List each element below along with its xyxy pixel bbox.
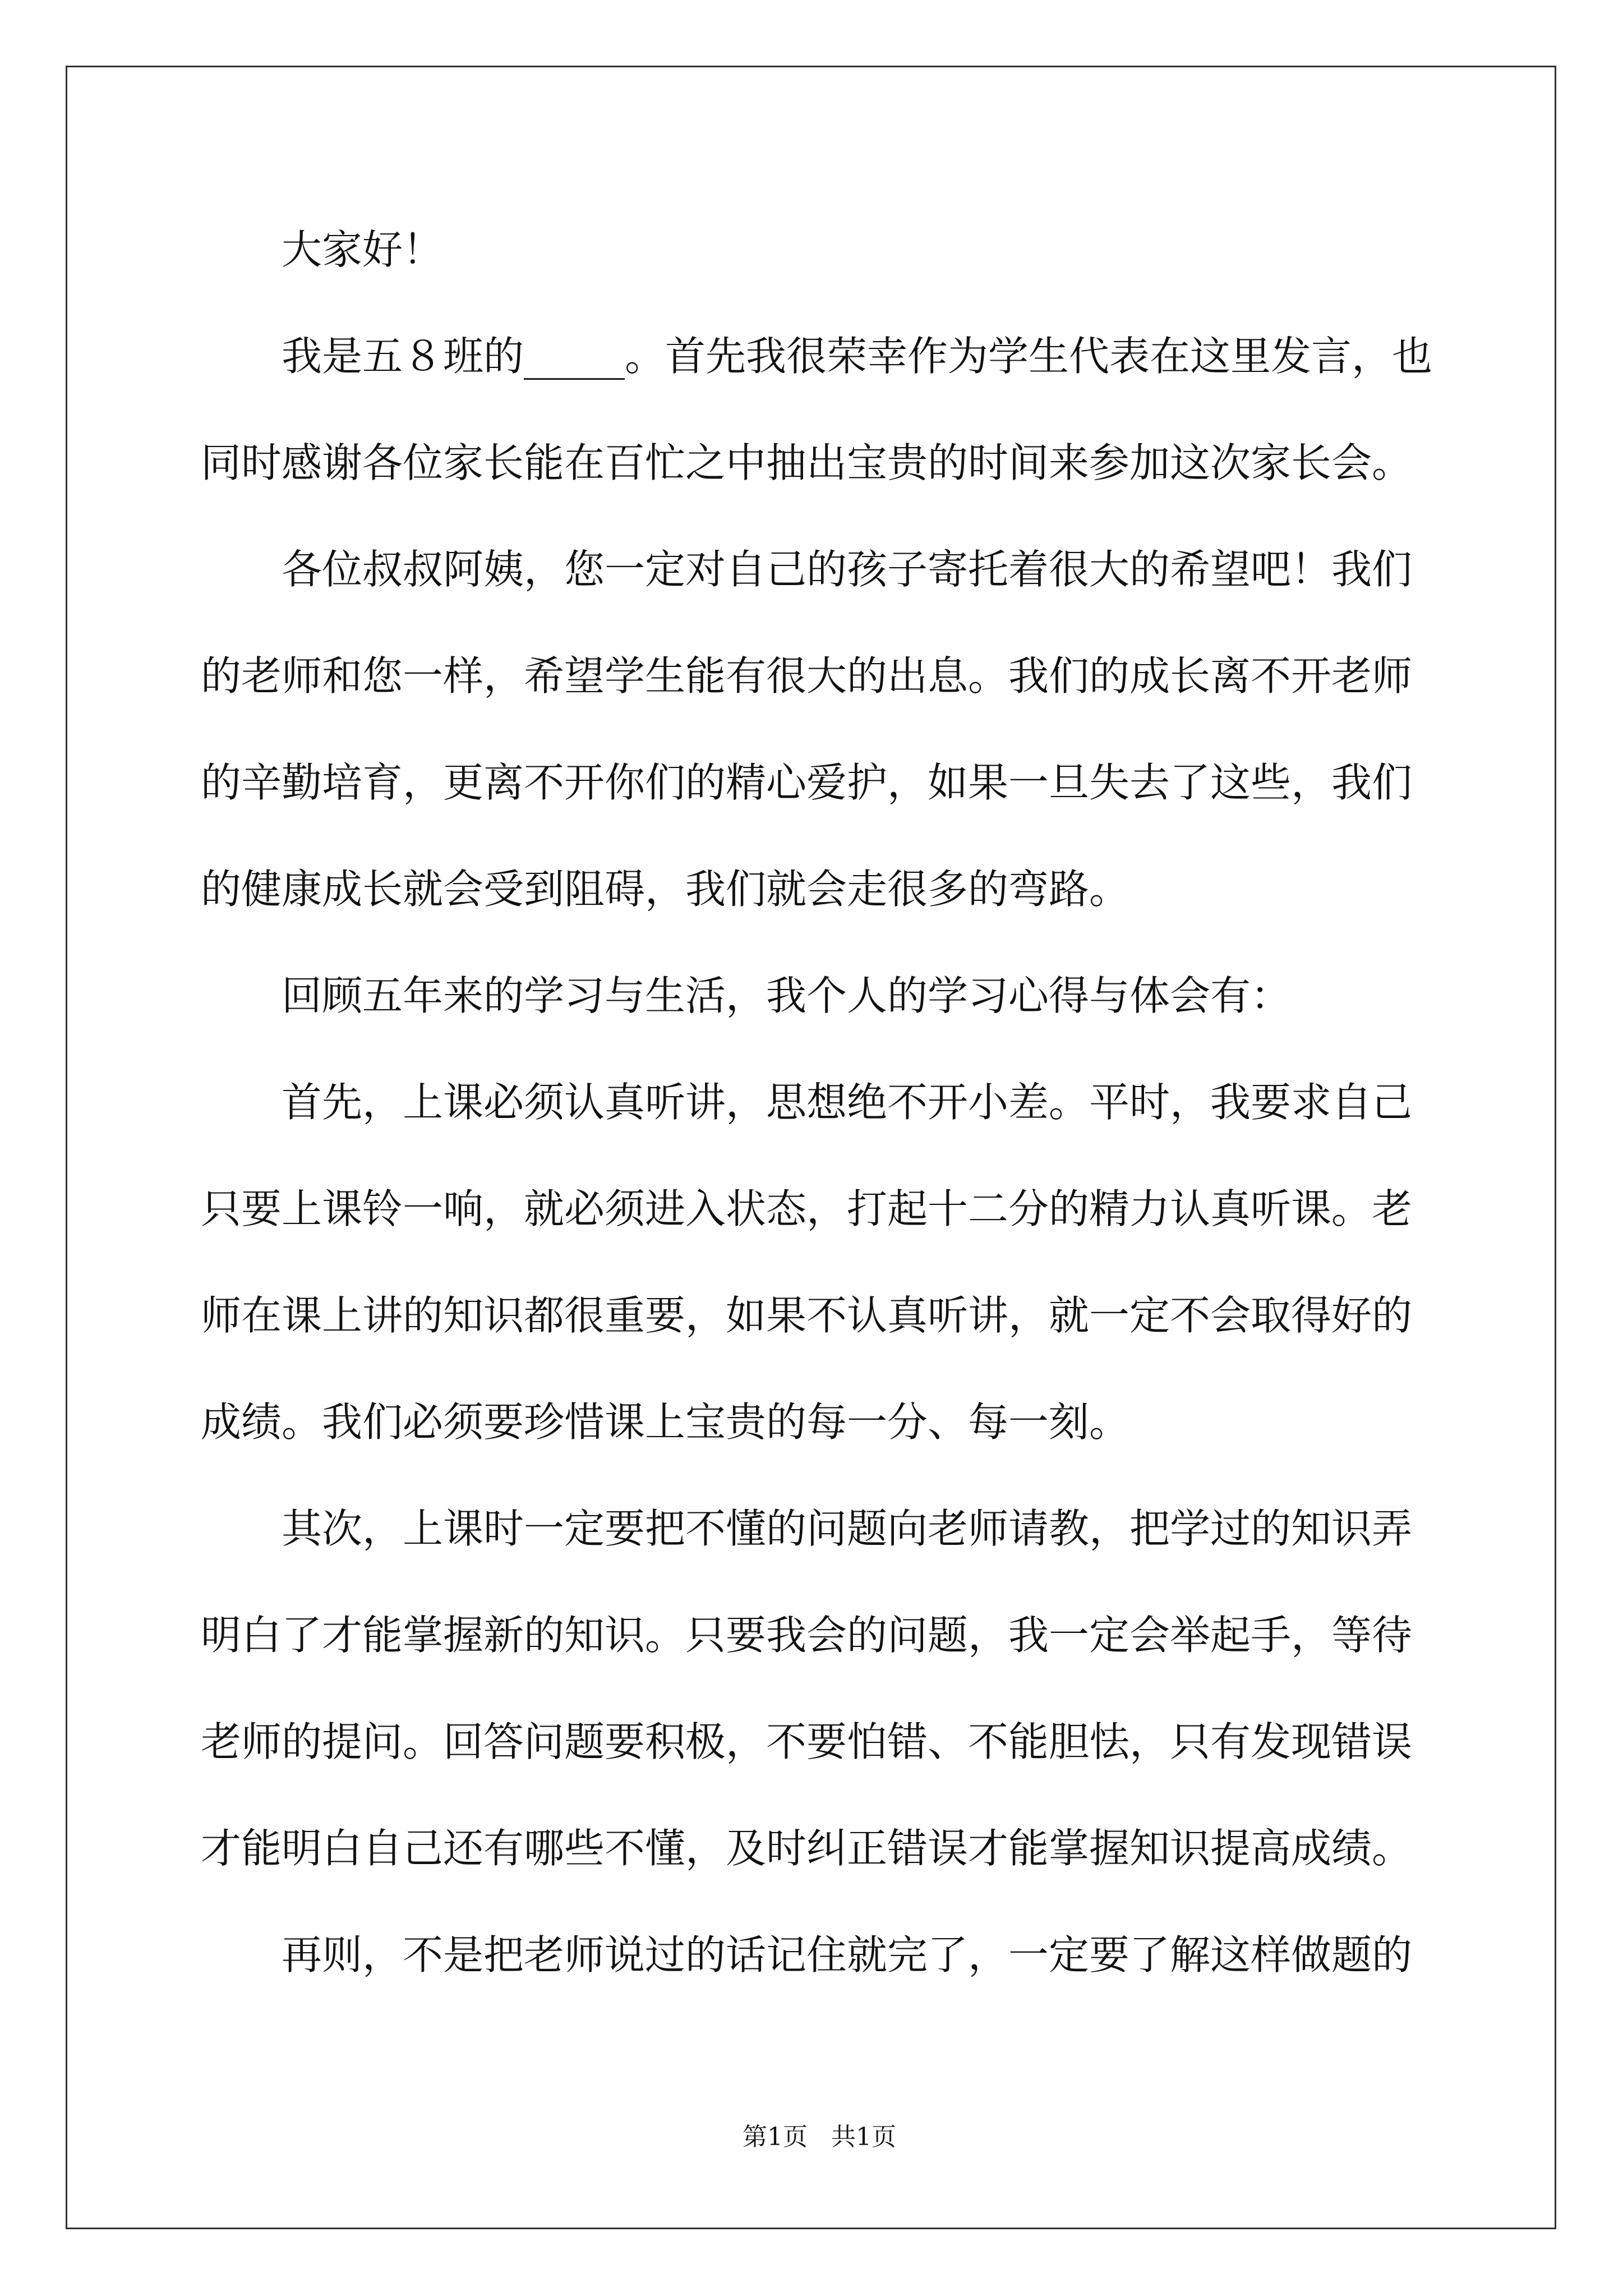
text-line: 明白了才能掌握新的知识。只要我会的问题，我一定会举起手，等待 — [201, 1612, 1413, 1659]
text-line: 大家好！ — [282, 226, 444, 273]
page-number: 第1页 共1页 — [743, 2123, 896, 2151]
text-line: 各位叔叔阿姨，您一定对自己的孩子寄托着很大的希望吧！我们 — [282, 546, 1413, 593]
text-line: 师在课上讲的知识都很重要，如果不认真听讲，就一定不会取得好的 — [201, 1292, 1413, 1339]
text-line: 的健康成长就会受到阻碍，我们就会走很多的弯路。 — [201, 866, 1130, 913]
text-line: 老师的提问。回答问题要积极，不要怕错、不能胆怯，只有发现错误 — [201, 1718, 1413, 1765]
text-line: 只要上课铃一响，就必须进入状态，打起十二分的精力认真听课。老 — [201, 1185, 1413, 1232]
text-line: 我是五８班的_____。首先我很荣幸作为学生代表在这里发言，也 — [282, 333, 1433, 380]
page-border — [66, 66, 1556, 2229]
text-line: 的辛勤培育，更离不开你们的精心爱护，如果一旦失去了这些，我们 — [201, 759, 1413, 806]
text-line: 首先，上课必须认真听讲，思想绝不开小差。平时，我要求自己 — [282, 1079, 1413, 1126]
text-line: 同时感谢各位家长能在百忙之中抽出宝贵的时间来参加这次家长会。 — [201, 439, 1413, 486]
page-footer — [0, 2087, 1623, 2154]
text-line: 成绩。我们必须要珍惜课上宝贵的每一分、每一刻。 — [201, 1398, 1130, 1446]
text-line: 的老师和您一样，希望学生能有很大的出息。我们的成长离不开老师 — [201, 652, 1413, 700]
text-line: 其次，上课时一定要把不懂的问题向老师请教，把学过的知识弄 — [282, 1505, 1413, 1552]
text-line: 回顾五年来的学习与生活，我个人的学习心得与体会有： — [282, 972, 1292, 1019]
text-line: 才能明白自己还有哪些不懂，及时纠正错误才能掌握知识提高成绩。 — [201, 1825, 1413, 1872]
text-line: 再则，不是把老师说过的话记住就完了，一定要了解这样做题的 — [282, 1931, 1413, 1978]
